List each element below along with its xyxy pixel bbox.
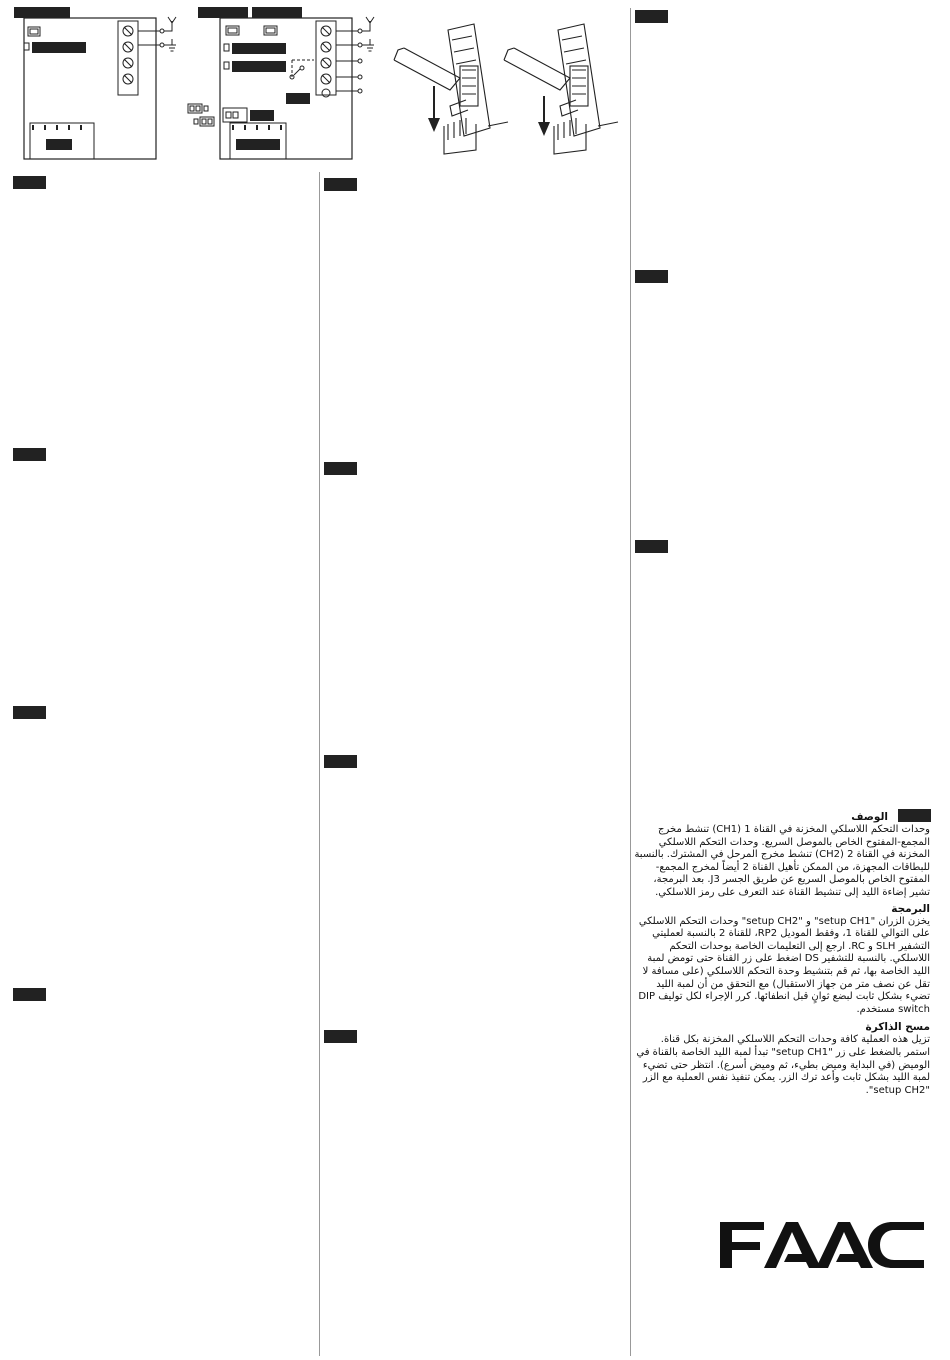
section-marker: [324, 178, 357, 191]
programming-body: يخزن الزران "setup CH1" و "setup CH2" وحدات التحكم اللاسلكي على التوالي للقناة 1، وفقط الموديل RP2، للقناة 2 بالنسبة لعمليتي التشفير SLH و RC. ارجع إلى التعليمات الخاصة بوحدات التحكم اللاسلكي. بالنسبة للتشفير DS اضغط على زر القناة حتى تومض لمبة الليد الخاصة بها، ثم قم بتنشيط وحدة التحكم اللاسلكي (على مسافة لا تقل عن نصف متر من جهاز الاستقبال) مع التحقق من أن لمبة الليد تضيء بشكل ثابت لبضع ثوانٍ قبل انطفائها. كرر الإجراء لكل توليف DIP switch مستخدم.: [638, 915, 930, 1015]
memory-clear-heading: مسح الذاكرة: [865, 1021, 930, 1034]
programming-heading: البرمجة: [891, 902, 930, 915]
section-marker: [324, 1030, 357, 1043]
arabic-section: [634, 810, 930, 1097]
section-marker: [635, 270, 668, 283]
card-insertion-diagram: [390, 20, 625, 160]
column-divider-1: [319, 172, 320, 1356]
section-marker: [13, 448, 46, 461]
memory-clear-line: تزيل هذه العملية كافة وحدات التحكم اللاسلكي المخزنة بكل قناة.: [660, 1034, 930, 1046]
section-marker: [13, 176, 46, 189]
wiring-diagram-dual-channel: [186, 5, 386, 163]
section-marker: [13, 706, 46, 719]
memory-clear-body: استمر بالضغط على زر "setup CH1" تبدأ لمبة الليد الخاصة بالقناة في الوميض (في البداية وميض بطيء، ثم وميض أسرع). انتظر حتى تضيء لمبة الليد بشكل ثابت وأعد ترك الزر. يمكن تنفيذ نفس العملية مع الزر "setup CH2".: [636, 1046, 930, 1096]
section-marker: [635, 540, 668, 553]
description-heading: الوصف: [851, 811, 888, 823]
description-body: وحدات التحكم اللاسلكي المخزنة في القناة 1 (CH1) تنشط مخرج المجمع-المفتوح الخاص بالموصل السريع. وحدات التحكم اللاسلكي المخزنة في القناة 2 (CH2) تنشط مخرج المرحل في المشترك. بالنسبة للبطاقات المجهزة، من الممكن تأهيل القناة 2 أيضاً لمخرج المجمع-المفتوح الخاص بالموصل السريع عن طريق الجسر J3. بعد البرمجة، تشير إضاءة الليد إلى تنشيط القناة عند التعرف على رمز اللاسلكي.: [634, 824, 930, 898]
section-marker: [13, 988, 46, 1001]
column-divider-2: [630, 8, 631, 1356]
section-marker: [324, 755, 357, 768]
faac-logo: [718, 1218, 926, 1270]
section-marker: [324, 462, 357, 475]
wiring-diagram-single-channel: [10, 5, 180, 163]
section-marker: [635, 10, 668, 23]
